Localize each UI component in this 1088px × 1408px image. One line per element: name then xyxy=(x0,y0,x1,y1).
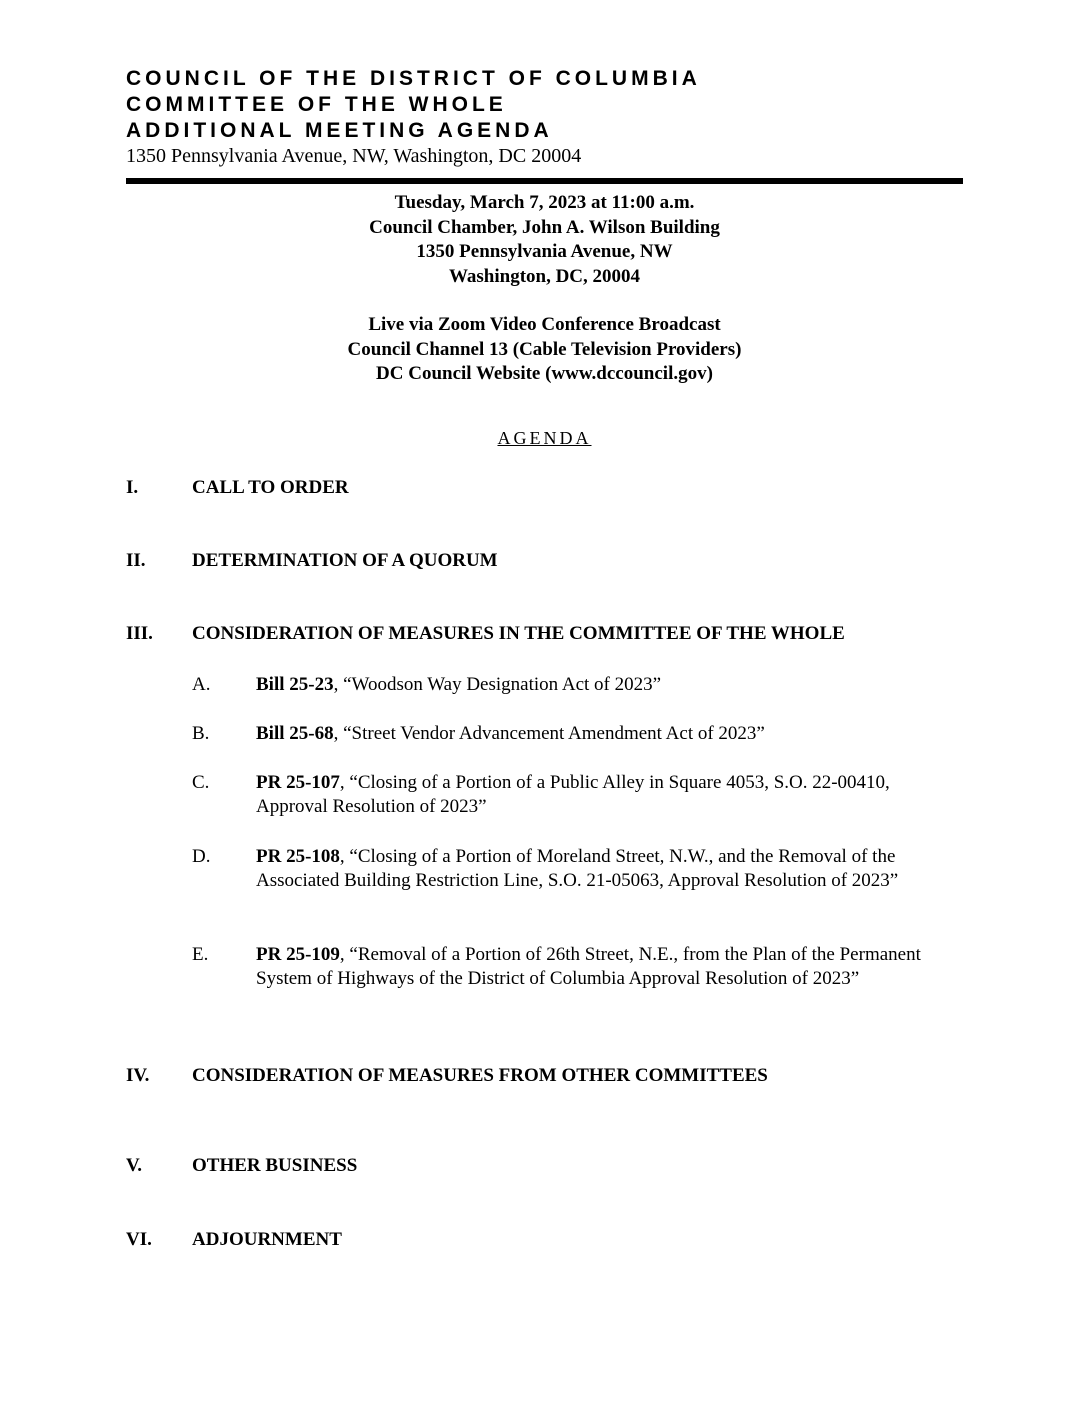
broadcast-channel: Council Channel 13 (Cable Television Providers) xyxy=(347,338,742,360)
item-description: , “Street Vendor Advancement Amendment Act of 2023” xyxy=(333,723,765,744)
committee-name: COMMITTEE OF THE WHOLE xyxy=(126,93,507,116)
section-number: I. xyxy=(126,477,139,498)
item-description: , “Removal of a Portion of 26th Street, N.E., from the Plan of the Permanent System of Highways of the District of Columbia Approval Resolution of 2023” xyxy=(256,944,921,989)
section-title: CONSIDERATION OF MEASURES IN THE COMMITTEE OF THE WHOLE xyxy=(192,623,845,644)
header-divider xyxy=(126,178,963,184)
agenda-heading: AGENDA xyxy=(497,428,592,448)
item-id: PR 25-108 xyxy=(256,846,340,867)
item-id: Bill 25-68 xyxy=(256,723,334,744)
item-id: PR 25-107 xyxy=(256,772,340,793)
council-name: COUNCIL OF THE DISTRICT OF COLUMBIA xyxy=(126,67,701,90)
broadcast-info xyxy=(174,313,915,387)
item-description: , “Closing of a Portion of a Public Alley in Square 4053, S.O. 22-00410, Approval Resolution of 2023” xyxy=(256,772,890,817)
item-id: Bill 25-23 xyxy=(256,674,334,695)
meeting-location: Council Chamber, John A. Wilson Building xyxy=(369,216,720,238)
item-id: PR 25-109 xyxy=(256,944,340,965)
broadcast-website: DC Council Website (www.dccouncil.gov) xyxy=(376,363,713,384)
meeting-info xyxy=(174,191,915,289)
section-title: DETERMINATION OF A QUORUM xyxy=(192,550,498,571)
item-description: , “Closing of a Portion of Moreland Street, N.W., and the Removal of the Associated Building Restriction Line, S.O. 21-05063, Approval Resolution of 2023” xyxy=(256,846,899,891)
meeting-street: 1350 Pennsylvania Avenue, NW xyxy=(416,241,673,262)
item-description: , “Woodson Way Designation Act of 2023” xyxy=(333,674,662,695)
section-number: VI. xyxy=(126,1229,152,1250)
document-header xyxy=(126,66,966,168)
section-title: CALL TO ORDER xyxy=(192,477,349,498)
section-title: CONSIDERATION OF MEASURES FROM OTHER COMMITTEES xyxy=(192,1065,768,1086)
broadcast-zoom: Live via Zoom Video Conference Broadcast xyxy=(368,314,721,335)
item-letter: C. xyxy=(192,772,210,793)
council-address: 1350 Pennsylvania Avenue, NW, Washington, DC 20004 xyxy=(126,145,582,167)
section-number: III. xyxy=(126,623,153,644)
section-title: OTHER BUSINESS xyxy=(192,1155,358,1176)
meeting-datetime: Tuesday, March 7, 2023 at 11:00 a.m. xyxy=(394,192,695,213)
item-letter: D. xyxy=(192,846,211,867)
section-number: V. xyxy=(126,1155,143,1176)
meeting-city: Washington, DC, 20004 xyxy=(448,265,641,287)
item-letter: B. xyxy=(192,723,210,744)
item-letter: E. xyxy=(192,944,209,965)
document-title: ADDITIONAL MEETING AGENDA xyxy=(126,119,553,142)
section-number: II. xyxy=(126,550,146,571)
section-number: IV. xyxy=(126,1065,150,1086)
item-letter: A. xyxy=(192,674,211,695)
section-title: ADJOURNMENT xyxy=(192,1229,342,1250)
